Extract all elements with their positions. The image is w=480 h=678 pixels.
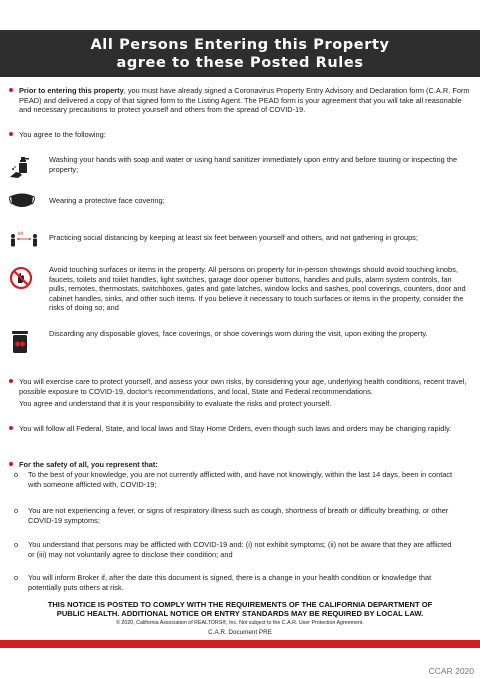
hollow-bullet: o: [14, 470, 19, 479]
red-bullet: [9, 88, 13, 92]
top-margin: [0, 0, 480, 30]
hollow-bullet: o: [14, 573, 19, 582]
intro-paragraph: [9, 86, 471, 115]
hollow-bullet: o: [14, 540, 19, 549]
care-text-2: You agree and understand that it is your responsibility to evaluate the risks and protect yourself.: [19, 399, 332, 409]
no-touch-icon: [9, 266, 33, 293]
safety-item-text: You will inform Broker if, after the date this document is signed, there is a change in your health condition or knowledge that potentially puts others at risk.: [28, 573, 432, 592]
red-bullet: [9, 379, 13, 383]
red-bullet: [9, 132, 13, 136]
safety-item: [14, 540, 454, 559]
trash-can-icon: [9, 329, 31, 358]
care-paragraph: [9, 377, 471, 409]
social-distance-icon: [9, 228, 39, 253]
notice-line-1: THIS NOTICE IS POSTED TO COMPLY WITH THE REQUIREMENTS OF THE CALIFORNIA DEPARTMENT OF: [47, 600, 433, 609]
face-mask-icon: [9, 190, 35, 213]
title-line-2: agree to these Posted Rules: [116, 55, 364, 71]
title-line-1: All Persons Entering this Property: [90, 37, 390, 53]
laws-text: You will follow all Federal, State, and local laws and Stay Home Orders, even though such laws and orders may be changing rapidly.: [19, 424, 452, 433]
safety-item: [14, 506, 454, 525]
intro-bold: Prior to entering this property: [19, 86, 124, 95]
red-divider-bar: [0, 640, 480, 648]
footer-ccar: CCAR 2020: [428, 666, 474, 676]
safety-item-text: You are not experiencing a fever, or signs of respiratory illness such as cough, shortness of breath or difficulty breathing, or other COVID-19 symptoms;: [28, 506, 449, 525]
distance-label: 6ft: [18, 231, 24, 236]
document-name: C.A.R. Document PRE: [208, 629, 272, 636]
agree-heading: [9, 130, 471, 140]
safety-item-text: To the best of your knowledge, you are not currently afflicted with, and have not knowingly, within the last 14 days, been in contact with someone afflicted with, COVID-19;: [28, 470, 453, 489]
safety-heading: [9, 460, 471, 470]
care-text-1: You will exercise care to protect yourself, and assess your own risks, by considering your age, underlying health conditions, recent travel, possible exposure to COVID-19, doctor's recommendations, and local, State and Federal recommendations.: [19, 377, 467, 396]
red-bullet: [9, 426, 13, 430]
rule-text: Wearing a protective face covering;: [49, 196, 165, 205]
notice-line-2: PUBLIC HEALTH. ADDITIONAL NOTICE OR ENTRY STANDARDS MAY BE REQUIRED BY LOCAL LAW.: [56, 609, 424, 619]
rule-text: Washing your hands with soap and water or using hand sanitizer immediately upon entry and before touring or inspecting the property;: [49, 155, 458, 174]
page-title-banner: [0, 30, 480, 77]
intro-text: , you must have already signed a Coronavirus Property Entry Advisory and Declaration form (C.A.R. Form PEAD) and delivered a copy of that signed form to the Listing Agent. The PEAD form is your agreement that you will take all reasonable and necessary precautions to protect yourself and others from the spread of COVID-19.: [19, 86, 470, 115]
legal-notice: [0, 600, 480, 618]
laws-paragraph: [9, 424, 471, 434]
safety-item-text: You understand that persons may be afflicted with COVID-19 and: (i) not exhibit symptoms; (ii) not be aware that they are afflicted or (iii) may not voluntarily agree to disclose their condition; and: [28, 540, 452, 559]
safety-item: [14, 573, 454, 592]
rule-text: Practicing social distancing by keeping at least six feet between yourself and others, and not gathering in groups;: [49, 233, 418, 242]
hand-washing-icon: [9, 157, 31, 182]
hollow-bullet: o: [14, 506, 19, 515]
copyright-line: © 2020, California Association of REALTORS®, Inc. Not subject to the C.A.R. User Protection Agreement.: [116, 620, 364, 626]
rule-text: Discarding any disposable gloves, face coverings, or shoe coverings worn during the visit, upon exiting the property.: [49, 329, 428, 338]
rule-text: Avoid touching surfaces or items in the property. All persons on property for in-person showings should avoid touching knobs, faucets, toilets and toilet handles, light switches, garage door opener buttons, handles and pulls, alarm system controls, fan pulls, remotes, thermostats, switchboxes, gates and gate latches, window locks and sashes, pool coverings, counters, door and cabinet handles, sinks, and other such items. If you believe it necessary to touch surfaces or items in the property, consider the risks of doing so; and: [49, 265, 466, 313]
safety-item: [14, 470, 454, 489]
safety-heading-text: For the safety of all, you represent that:: [19, 460, 158, 469]
red-bullet: [9, 462, 13, 466]
agree-heading-text: You agree to the following:: [19, 130, 106, 139]
